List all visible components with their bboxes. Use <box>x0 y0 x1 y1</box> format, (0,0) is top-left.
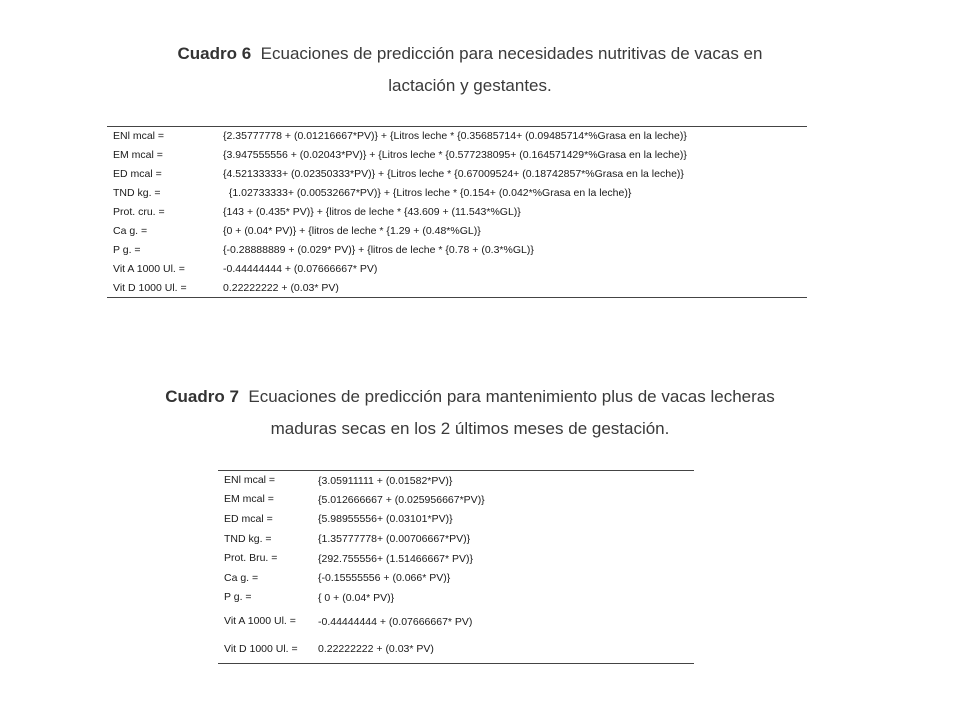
equation-value: {3.947555556 + (0.02043*PV)} + {Litros leche * {0.577238095+ (0.164571429*%Grasa en la leche)} <box>223 149 687 161</box>
table-row <box>218 529 694 549</box>
equation-key: ENl mcal = <box>224 474 276 487</box>
equation-value: {4.52133333+ (0.02350333*PV)} + {Litros leche * {0.67009524+ (0.18742857*%Grasa en la leche)} <box>223 168 684 180</box>
table-row <box>107 241 807 260</box>
equation-value: {-0.28888889 + (0.029* PV)} + {litros de leche * {0.78 + (0.3*%GL)} <box>223 244 534 256</box>
equation-key: Vit A 1000 Ul. = <box>113 263 185 275</box>
equation-value: {5.98955556+ (0.03101*PV)} <box>318 513 453 526</box>
cuadro-6-title-line-1: Ecuaciones de predicción para necesidades nutritivas de vacas en <box>260 44 763 63</box>
table-row <box>107 146 807 165</box>
equation-key: Prot. Bru. = <box>224 552 278 565</box>
equation-value: {2.35777778 + (0.01216667*PV)} + {Litros leche * {0.35685714+ (0.09485714*%Grasa en la leche)} <box>223 130 687 143</box>
equation-key: Vit A 1000 Ul. = <box>224 615 296 628</box>
equation-value: {292.755556+ (1.51466667* PV)} <box>318 552 474 565</box>
equation-value: {1.35777778+ (0.00706667*PV)} <box>318 533 471 546</box>
table-row <box>218 588 694 608</box>
cuadro-6-title-line-2: lactación y gestantes. <box>388 76 552 95</box>
equation-key: Vit D 1000 Ul. = <box>113 281 187 294</box>
table-row <box>107 165 807 184</box>
equation-key: Ca g. = <box>224 571 259 584</box>
equation-key: Vit D 1000 Ul. = <box>224 642 298 655</box>
table-row <box>218 568 694 588</box>
equation-value: -0.44444444 + (0.07666667* PV) <box>318 615 473 628</box>
table-row <box>218 490 694 510</box>
equation-key: EM mcal = <box>224 493 274 506</box>
equation-value: {5.012666667 + (0.025956667*PV)} <box>318 493 485 506</box>
table-row <box>107 184 807 203</box>
equation-value: {3.05911111 + (0.01582*PV)} <box>318 474 453 487</box>
cuadro-6-table <box>107 126 807 298</box>
table-row <box>218 510 694 530</box>
cuadro-7-label: Cuadro 7 <box>165 387 239 406</box>
table-row <box>107 279 807 298</box>
cuadro-7-caption-line-1 <box>90 381 850 413</box>
equation-key: TND kg. = <box>113 187 161 199</box>
equation-key: Ca g. = <box>113 225 148 237</box>
cuadro-7-title-line-2: maduras secas en los 2 últimos meses de gestación. <box>270 419 670 438</box>
equation-key: Prot. cru. = <box>113 206 165 218</box>
cuadro-6-caption-line-1 <box>90 38 850 70</box>
cuadro-7-title-line-1: Ecuaciones de predicción para mantenimiento plus de vacas lecheras <box>248 387 775 406</box>
table-row <box>218 471 694 491</box>
equation-value: 0.22222222 + (0.03* PV) <box>223 281 339 294</box>
table-row <box>107 260 807 279</box>
cuadro-6-caption <box>90 38 850 102</box>
equation-value: 0.22222222 + (0.03* PV) <box>318 643 434 656</box>
equation-value: {1.02733333+ (0.00532667*PV)} + {Litros leche * {0.154+ (0.042*%Grasa en la leche)} <box>223 187 632 199</box>
equation-key: ENl mcal = <box>113 130 165 143</box>
equation-key: EM mcal = <box>113 149 163 161</box>
cuadro-7-table <box>218 470 694 664</box>
table-row <box>218 608 694 636</box>
equation-key: TND kg. = <box>224 532 272 545</box>
equation-value: { 0 + (0.04* PV)} <box>318 591 395 604</box>
equation-key: ED mcal = <box>113 168 162 180</box>
equation-value: {0 + (0.04* PV)} + {litros de leche * {1.29 + (0.48*%GL)} <box>223 225 481 237</box>
cuadro-7-caption <box>90 381 850 445</box>
equation-value: -0.44444444 + (0.07666667* PV) <box>223 263 378 275</box>
equation-value: {-0.15555556 + (0.066* PV)} <box>318 572 451 585</box>
equation-value: {143 + (0.435* PV)} + {litros de leche * {43.609 + (11.543*%GL)} <box>223 206 521 218</box>
equation-key: ED mcal = <box>224 512 273 525</box>
equation-key: P g. = <box>113 244 141 256</box>
table-row <box>107 127 807 146</box>
table-row <box>218 549 694 569</box>
table-row <box>218 636 694 664</box>
table-row <box>107 222 807 241</box>
cuadro-6-label: Cuadro 6 <box>177 44 252 63</box>
table-row <box>107 203 807 222</box>
equation-key: P g. = <box>224 591 252 604</box>
